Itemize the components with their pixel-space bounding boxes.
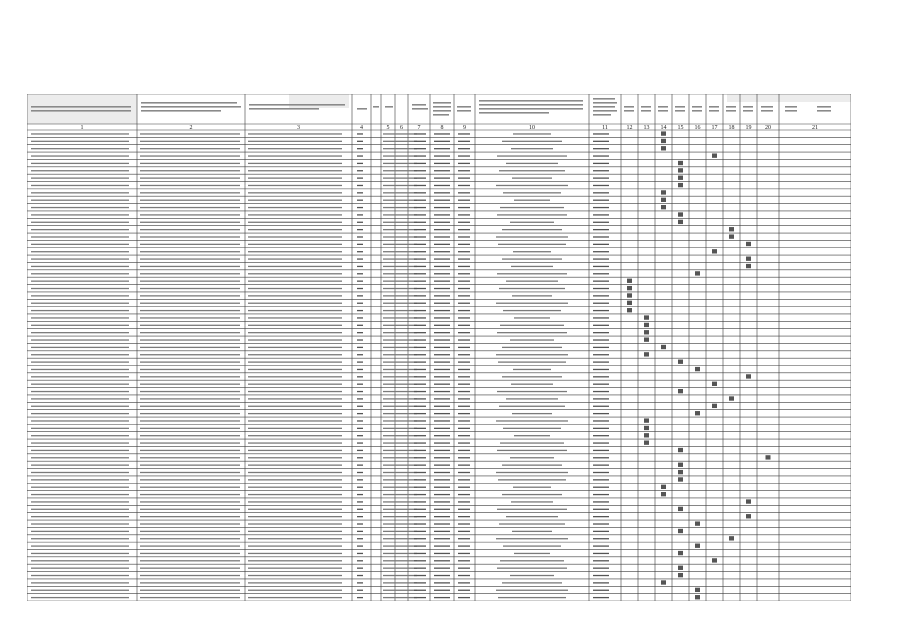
- repair-year-mark: [678, 183, 683, 187]
- repair-year-mark: [678, 360, 683, 364]
- repair-year-mark: [695, 367, 700, 371]
- repair-year-mark: [678, 529, 683, 533]
- header-text-blur: [412, 104, 426, 106]
- repair-year-mark: [766, 455, 771, 459]
- repair-year-mark: [712, 382, 717, 386]
- table-row: [31, 168, 683, 172]
- header-text-blur: [433, 110, 451, 112]
- header-text-blur: [412, 108, 428, 110]
- table-row: [31, 448, 683, 452]
- table-row: [31, 205, 666, 209]
- header-text-blur: [373, 106, 379, 108]
- table-row: [31, 146, 666, 150]
- repair-year-mark: [695, 271, 700, 275]
- table-row: [31, 190, 666, 194]
- header-text-blur: [31, 106, 131, 108]
- header-text-blur: [761, 106, 773, 108]
- header-text-blur: [479, 112, 549, 114]
- header-text-blur: [692, 106, 702, 108]
- header-text-blur: [761, 110, 773, 112]
- header-text-blur: [433, 102, 451, 104]
- repair-year-mark: [712, 404, 717, 408]
- header-text-blur: [141, 110, 221, 112]
- table-row: [31, 492, 666, 496]
- header-text-blur: [433, 106, 451, 108]
- repair-year-mark: [712, 558, 717, 562]
- table-row: [31, 588, 700, 592]
- table-row: [31, 176, 683, 180]
- repair-year-mark: [746, 242, 751, 246]
- repair-year-mark: [661, 492, 666, 496]
- table-row: [31, 551, 683, 555]
- repair-year-mark: [678, 507, 683, 511]
- table-row: [31, 139, 666, 143]
- table-row: [31, 573, 683, 577]
- table-row: [31, 499, 751, 503]
- header-text-blur: [658, 106, 668, 108]
- column-number: 5: [386, 125, 390, 131]
- table-row: [31, 323, 649, 327]
- column-number: 14: [660, 125, 667, 131]
- column-number: 13: [643, 125, 650, 131]
- column-number: 6: [400, 125, 403, 131]
- table-row: [31, 257, 751, 261]
- table-row: [31, 418, 649, 422]
- repair-year-mark: [661, 205, 666, 209]
- repair-year-mark: [644, 440, 649, 444]
- header-text-blur: [726, 106, 736, 108]
- header-text-blur: [675, 106, 685, 108]
- table-row: [31, 514, 751, 518]
- header-text-blur: [675, 110, 685, 112]
- repair-year-mark: [695, 595, 700, 599]
- repair-year-mark: [661, 146, 666, 150]
- header-text-blur: [593, 106, 615, 108]
- header-text-blur: [593, 110, 617, 112]
- table-row: [31, 198, 666, 202]
- table-row: [31, 337, 649, 341]
- table-row: [31, 536, 734, 540]
- repair-year-mark: [729, 234, 734, 238]
- repair-year-mark: [644, 337, 649, 341]
- repair-year-mark: [678, 212, 683, 216]
- column-number: 7: [417, 125, 421, 131]
- repair-year-mark: [746, 264, 751, 268]
- header-text-blur: [141, 106, 241, 108]
- table-row: [31, 404, 717, 408]
- table-row: [31, 389, 683, 393]
- repair-year-mark: [678, 389, 683, 393]
- repair-year-mark: [678, 161, 683, 165]
- table-row: [31, 507, 683, 511]
- table-row: [31, 360, 683, 364]
- repair-year-mark: [644, 433, 649, 437]
- repair-year-mark: [644, 330, 649, 334]
- column-number: 15: [677, 125, 684, 131]
- header-text-blur: [479, 100, 583, 102]
- repair-year-mark: [729, 227, 734, 231]
- table-row: [31, 440, 649, 444]
- table-row: [31, 470, 683, 474]
- repair-year-mark: [661, 485, 666, 489]
- table-row: [31, 426, 649, 430]
- header-text-blur: [141, 102, 237, 104]
- table-row: [31, 521, 700, 525]
- header-text-blur: [249, 104, 345, 106]
- column-number: 19: [745, 125, 752, 131]
- table-row: [31, 220, 683, 224]
- table-row: [31, 293, 632, 297]
- table-row: [31, 396, 734, 400]
- repair-year-mark: [678, 463, 683, 467]
- repair-year-mark: [661, 139, 666, 143]
- table-row: [31, 153, 717, 157]
- table-row: [31, 485, 666, 489]
- header-text-blur: [709, 106, 719, 108]
- header-text-blur: [624, 110, 634, 112]
- table-row: [31, 308, 632, 312]
- table-row: [31, 595, 700, 599]
- table-row: [31, 382, 717, 386]
- column-number: 16: [694, 125, 701, 131]
- header-text-blur: [692, 110, 702, 112]
- header-text-blur: [743, 106, 753, 108]
- repair-year-mark: [678, 551, 683, 555]
- header-text-blur: [593, 98, 615, 100]
- repair-year-mark: [678, 448, 683, 452]
- column-number: 11: [602, 125, 608, 131]
- table-row: [31, 264, 751, 268]
- column-number: 21: [812, 125, 818, 131]
- header-text-blur: [817, 106, 831, 108]
- repair-year-mark: [678, 168, 683, 172]
- header-text-blur: [31, 110, 131, 112]
- repair-year-mark: [695, 544, 700, 548]
- header-text-blur: [385, 106, 393, 108]
- repair-year-mark: [661, 345, 666, 349]
- repair-year-mark: [712, 249, 717, 253]
- column-number: 9: [463, 125, 466, 131]
- header-text-blur: [817, 110, 831, 112]
- table-row: [31, 352, 649, 356]
- table-row: [31, 566, 683, 570]
- table-row: [31, 367, 700, 371]
- repair-year-mark: [746, 257, 751, 261]
- table-row: [31, 477, 683, 481]
- repair-year-mark: [729, 396, 734, 400]
- header-text-blur: [357, 108, 367, 110]
- column-number: 18: [728, 125, 735, 131]
- column-number: 17: [711, 125, 718, 131]
- header-text-blurred: [31, 98, 831, 116]
- column-number: 20: [765, 125, 771, 131]
- repair-year-mark: [644, 323, 649, 327]
- column-number: 10: [529, 125, 535, 131]
- repair-year-mark: [678, 573, 683, 577]
- repair-year-mark: [661, 131, 666, 135]
- repair-year-mark: [627, 301, 632, 305]
- repair-year-mark: [661, 198, 666, 202]
- column-number: 8: [440, 125, 444, 131]
- table-row: [31, 433, 649, 437]
- repair-year-mark: [627, 293, 632, 297]
- repair-year-mark: [678, 470, 683, 474]
- repair-year-mark: [695, 411, 700, 415]
- table-row: [31, 242, 751, 246]
- column-number: 1: [80, 125, 84, 131]
- column-number: 2: [189, 125, 193, 131]
- repair-year-mark: [729, 536, 734, 540]
- table-row: [31, 330, 649, 334]
- repair-year-mark: [746, 514, 751, 518]
- table-row: [31, 544, 700, 548]
- table-row: [31, 463, 683, 467]
- column-number: 3: [297, 125, 300, 131]
- header-text-blur: [624, 106, 634, 108]
- header-text-blur: [457, 106, 471, 108]
- column-number: 12: [626, 125, 633, 131]
- header-text-blur: [479, 104, 583, 106]
- header-text-blur: [709, 110, 719, 112]
- header-text-blur: [593, 102, 617, 104]
- header-text-blur: [593, 114, 611, 116]
- table-row: [31, 279, 632, 283]
- header-text-blur: [479, 108, 583, 110]
- table-row: [31, 374, 751, 378]
- table-row: [31, 315, 649, 319]
- repair-year-mark: [678, 566, 683, 570]
- repair-year-mark: [678, 477, 683, 481]
- table-row: [31, 249, 717, 253]
- header-text-blur: [249, 108, 319, 110]
- table-row: [31, 286, 632, 290]
- table-row: [31, 301, 632, 305]
- repair-year-mark: [695, 588, 700, 592]
- column-number: 4: [360, 125, 363, 131]
- repair-year-mark: [695, 521, 700, 525]
- repair-year-mark: [627, 279, 632, 283]
- repair-year-mark: [644, 315, 649, 319]
- repair-year-mark: [746, 374, 751, 378]
- repair-year-mark: [661, 190, 666, 194]
- table-row: [31, 580, 666, 584]
- header-text-blur: [641, 110, 651, 112]
- header-text-blur: [641, 106, 651, 108]
- table-row: [31, 234, 734, 238]
- repair-year-mark: [712, 153, 717, 157]
- repair-year-mark: [746, 499, 751, 503]
- repair-year-mark: [678, 220, 683, 224]
- repair-year-mark: [644, 352, 649, 356]
- table-row: [31, 345, 666, 349]
- header-text-blur: [785, 110, 797, 112]
- header-text-blur: [743, 110, 753, 112]
- capital-repair-table: [27, 94, 851, 601]
- repair-year-mark: [627, 286, 632, 290]
- header-text-blur: [658, 110, 668, 112]
- repair-year-mark: [678, 176, 683, 180]
- repair-year-mark: [644, 418, 649, 422]
- header-text-blur: [785, 106, 797, 108]
- table-row: [31, 271, 700, 275]
- table-row: [31, 212, 683, 216]
- table-row: [31, 411, 700, 415]
- header-text-blur: [726, 110, 736, 112]
- table-row: [31, 529, 683, 533]
- table-row: [31, 558, 717, 562]
- table-row: [31, 455, 771, 459]
- table-grid: [27, 94, 851, 601]
- header-text-blur: [457, 110, 471, 112]
- repair-year-mark: [644, 426, 649, 430]
- repair-year-mark: [627, 308, 632, 312]
- table-row: [31, 227, 734, 231]
- table-row: [31, 183, 683, 187]
- repair-year-mark: [661, 580, 666, 584]
- table-row: [31, 131, 666, 135]
- scan-shading: [27, 94, 851, 124]
- table-row: [31, 161, 683, 165]
- header-text-blur: [433, 114, 449, 116]
